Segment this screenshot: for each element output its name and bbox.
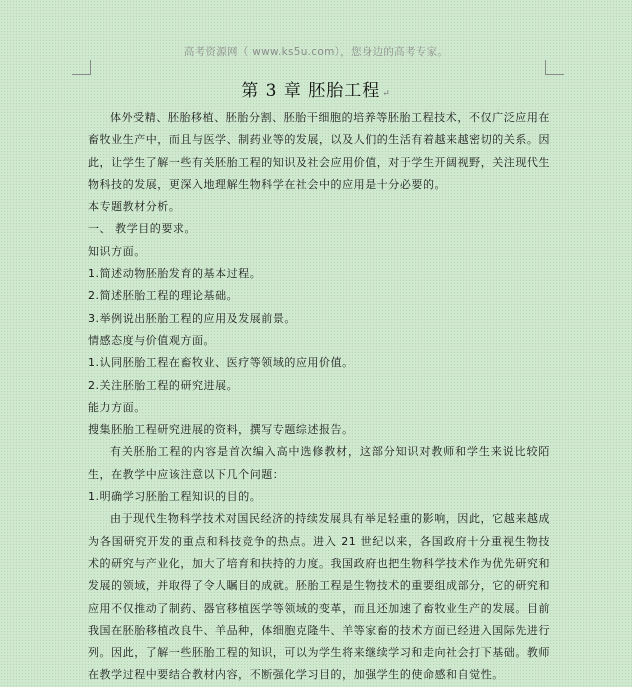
- chapter-title: [0, 76, 632, 101]
- list-item: 1.明确学习胚胎工程知识的目的。: [88, 490, 262, 504]
- section-heading-goals: 一、 教学目的要求。: [88, 222, 196, 236]
- list-item: 1.简述动物胚胎发育的基本过程。: [88, 267, 262, 281]
- page-header-source: 高考资源网（ www.ks5u.com），您身边的高考专家。: [183, 46, 449, 58]
- intro-paragraph: 体外受精、胚胎移植、胚胎分割、胚胎干细胞的培养等胚胎工程技术，不仅广泛应用在畜牧业生产中，而且与医学、制药业等的发展，以及人们的生活有着越来越密切的关系。因此，让学生了解一些有关胚胎工程的知识及社会应用价值，对于学生开阔视野，关注现代生物科技的发展，更深入地理解生物科学在社会中的应用是十分必要的。: [88, 111, 550, 191]
- body-paragraph: 由于现代生物科学技术对国民经济的持续发展具有举足轻重的影响，因此，它越来越成为各国研究开发的重点和科技竞争的热点。进入 21 世纪以来，各国政府十分重视生物技术的研究与产业化，加大了培育和扶持的力度。我国政府也把生物科学技术作为优先研究和发展的领域，并取得了令人瞩目的成就。胚胎工程是生物技术的重要组成部分，它的研究和应用不仅推动了制药、器官移植医学等领域的变革，而且还加速了畜牧业生产的发展。目前我国在胚胎移植改良牛、羊品种，体细胞克隆牛、羊等家畜的技术方面已经进入国际先进行列。因此，了解一些胚胎工程的知识，可以为学生将来继续学习和走向社会打下基础。教师在教学过程中要结合教材内容，不断强化学习目的，加强学生的使命感和自觉性。: [88, 512, 550, 682]
- list-item: 2.简述胚胎工程的理论基础。: [88, 289, 239, 303]
- teaching-notes-paragraph: 有关胚胎工程的内容是首次编入高中选修教材，这部分知识对教师和学生来说比较陌生，在教学中应该注意以下几个问题：: [88, 445, 550, 481]
- list-item: 2.关注胚胎工程的研究进展。: [88, 378, 239, 392]
- subheading-attitude: 情感态度与价值观方面。: [88, 333, 216, 347]
- margin-corner-top-left: [72, 60, 91, 75]
- chapter-title-text: 第 3 章 胚胎工程: [241, 81, 381, 101]
- paragraph-mark-icon: ↵: [382, 89, 391, 99]
- subheading-ability: 能力方面。: [88, 400, 146, 414]
- section-heading-analysis: 本专题教材分析。: [88, 200, 181, 214]
- subheading-knowledge: 知识方面。: [88, 244, 146, 258]
- margin-corner-top-right: [545, 60, 564, 75]
- document-body: [88, 107, 550, 687]
- list-item: 3.举例说出胚胎工程的应用及发展前景。: [88, 311, 296, 325]
- ability-text: 搜集胚胎工程研究进展的资料，撰写专题综述报告。: [88, 423, 354, 437]
- list-item: 1.认同胚胎工程在畜牧业、医疗等领域的应用价值。: [88, 356, 354, 370]
